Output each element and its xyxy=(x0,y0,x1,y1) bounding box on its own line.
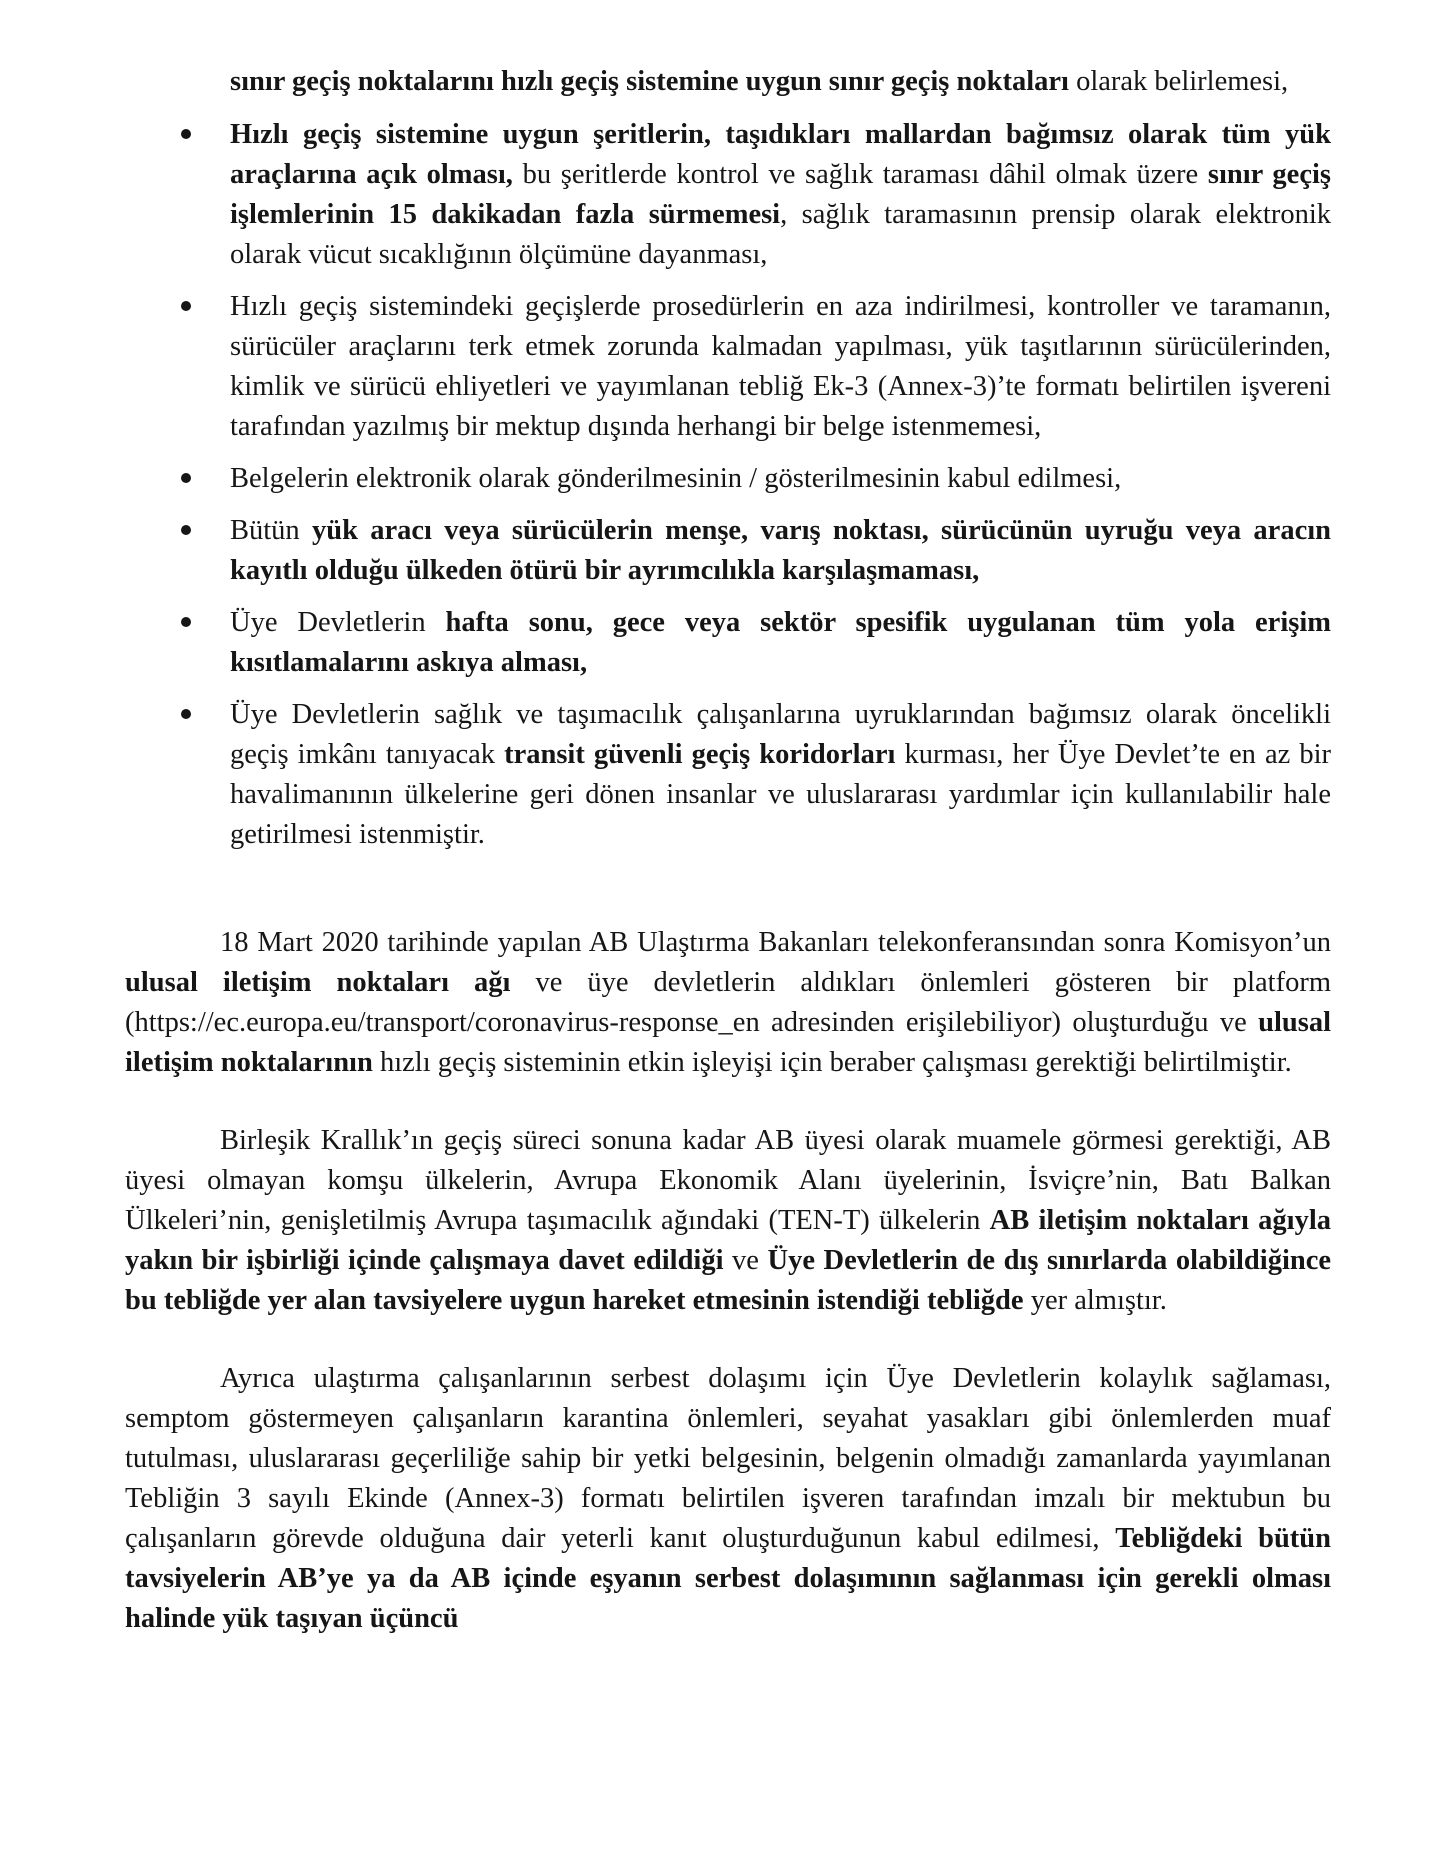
text-run: ve üye devletlerin aldıkları önlemleri gösteren bir platform (https://ec.europa.eu/transport/coronavirus-response_en adresinden erişilebiliyor) oluşturduğu ve xyxy=(125,967,1331,1038)
bullet-item xyxy=(125,287,1331,447)
bullet-dot-icon xyxy=(181,301,191,311)
bullet-item xyxy=(125,115,1331,275)
text-run: ulusal iletişim noktaları ağı xyxy=(125,967,511,998)
bullet-dot-icon xyxy=(181,525,191,535)
bullet-list xyxy=(125,115,1331,855)
text-run: kurması, her Üye Devlet’te en az bir havalimanının ülkelerine geri dönen insanlar ve uluslararası yardımlar için kullanılabilir hale getirilmesi istenmiştir. xyxy=(230,739,1332,850)
body-paragraph xyxy=(125,1359,1331,1639)
text-run: AB iletişim noktaları ağıyla yakın bir işbirliği içinde çalışmaya davet edildiği xyxy=(125,1205,1332,1276)
text-run: 18 Mart 2020 tarihinde yapılan AB Ulaştırma Bakanları telekonferansından sonra Komisyon’un xyxy=(220,927,1331,958)
text-run: hızlı geçiş sisteminin etkin işleyişi için beraber çalışması gerektiği belirtilmiştir. xyxy=(372,1047,1292,1078)
text-run: Tebliğdeki bütün tavsiyelerin AB’ye ya da AB içinde eşyanın serbest dolaşımının sağlanması için gerekli olması halinde yük taşıyan üçüncü xyxy=(125,1523,1331,1634)
bullet-dot-icon xyxy=(181,709,191,719)
text-run: Hızlı geçiş sistemindeki geçişlerde prosedürlerin en aza indirilmesi, kontroller ve taramanın, sürücüler araçlarını terk etmek zorunda kalmadan yapılması, yük taşıtlarının sürücülerinden, kimlik ve sürücü ehliyetleri ve yayımlanan tebliğ Ek-3 (Annex-3)’te formatı belirtilen işvereni tarafından yazılmış bir mektup dışında herhangi bir belge istenmemesi, xyxy=(230,291,1331,442)
bullet-dot-icon xyxy=(181,617,191,627)
text-run: Belgelerin elektronik olarak gönderilmesinin / gösterilmesinin kabul edilmesi, xyxy=(230,463,1122,494)
text-run: sınır geçiş noktalarını hızlı geçiş sistemine uygun sınır geçiş noktaları xyxy=(230,66,1069,97)
text-run: Hızlı geçiş sistemine uygun şeritlerin, taşıdıkları mallardan bağımsız olarak tüm yük araçlarına açık olması, xyxy=(230,119,1331,190)
body-paragraph xyxy=(125,1121,1331,1321)
text-run: olarak belirlemesi, xyxy=(1068,66,1289,97)
bullet-item xyxy=(125,603,1331,683)
text-run: yer almıştır. xyxy=(1023,1285,1167,1316)
bullet-dot-icon xyxy=(181,129,191,139)
bullet-dot-icon xyxy=(181,473,191,483)
text-run: ulusal iletişim noktalarının xyxy=(125,1007,1331,1078)
text-run: sınır geçiş işlemlerinin 15 dakikadan fazla sürmemesi xyxy=(230,159,1331,230)
text-run: Üye Devletlerin sağlık ve taşımacılık çalışanlarına uyruklarından bağımsız olarak öncelikli geçiş imkânı tanıyacak xyxy=(230,699,1331,770)
intro-fragment xyxy=(230,62,1331,102)
text-run: , sağlık taramasının prensip olarak elektronik olarak vücut sıcaklığının ölçümüne dayanması, xyxy=(230,199,1332,270)
text-run: Birleşik Krallık’ın geçiş süreci sonuna kadar AB üyesi olarak muamele görmesi gerektiği, AB üyesi olmayan komşu ülkelerin, Avrupa Ekonomik Alanı üyelerinin, İsviçre’nin, Batı Balkan Ülkeleri’nin, genişletilmiş Avrupa taşımacılık ağındaki (TEN-T) ülkelerin xyxy=(125,1125,1331,1236)
bullet-item xyxy=(125,459,1331,499)
bullet-item xyxy=(125,695,1331,855)
bullet-item xyxy=(125,511,1331,591)
text-run: hafta sonu, gece veya sektör spesifik uygulanan tüm yola erişim kısıtlamalarını askıya alması, xyxy=(230,607,1331,678)
text-run: Üye Devletlerin de dış sınırlarda olabildiğince bu tebliğde yer alan tavsiyelere uygun hareket etmesinin istendiği tebliğde xyxy=(125,1245,1332,1316)
text-run: Ayrıca ulaştırma çalışanlarının serbest dolaşımı için Üye Devletlerin kolaylık sağlaması, semptom göstermeyen çalışanların karantina önlemleri, seyahat yasakları gibi önlemlerden muaf tutulması, uluslararası geçerliliğe sahip bir yetki belgesinin, belgenin olmadığı zamanlarda yayımlanan Tebliğin 3 sayılı Ekinde (Annex-3) formatı belirtilen işveren tarafından imzalı bir mektubun bu çalışanların görevde olduğuna dair yeterli kanıt oluşturduğunun kabul edilmesi, xyxy=(125,1363,1331,1554)
text-run: transit güvenli geçiş koridorları xyxy=(504,739,896,770)
text-run: bu şeritlerde kontrol ve sağlık taraması dâhil olmak üzere xyxy=(512,159,1208,190)
text-run: ve xyxy=(723,1245,768,1276)
body-paragraph xyxy=(125,923,1331,1083)
text-run: Üye Devletlerin xyxy=(230,607,446,638)
text-run: yük aracı veya sürücülerin menşe, varış noktası, sürücünün uyruğu veya aracın kayıtlı olduğu ülkeden ötürü bir ayrımcılıkla karşılaşmaması, xyxy=(230,515,1331,586)
text-run: Bütün xyxy=(230,515,312,546)
